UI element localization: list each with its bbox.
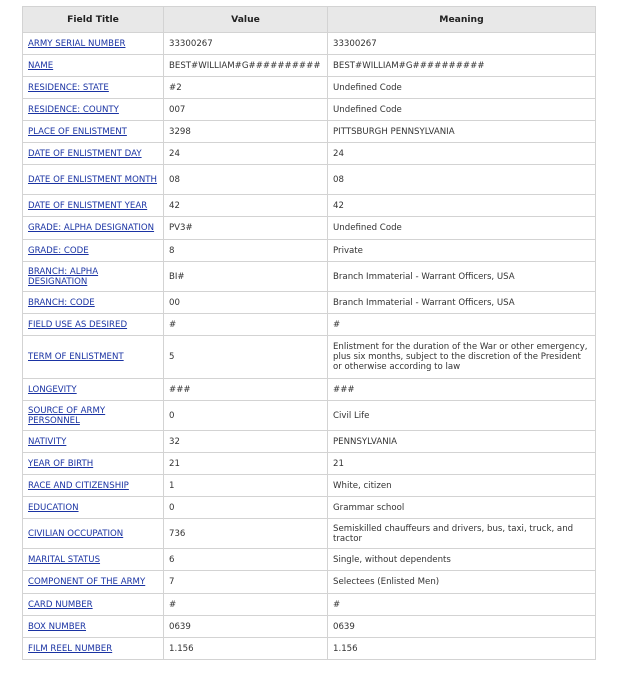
table-row xyxy=(23,519,596,549)
table-row xyxy=(23,379,596,401)
field-title-cell xyxy=(23,571,164,594)
field-title-cell xyxy=(23,401,164,431)
meaning-cell: 08 xyxy=(328,165,596,195)
field-title-link[interactable]: DATE OF ENLISTMENT MONTH xyxy=(28,174,157,185)
field-title-link[interactable]: SOURCE OF ARMY PERSONNEL xyxy=(28,405,106,426)
table-row xyxy=(23,143,596,165)
meaning-cell: ### xyxy=(328,379,596,401)
value-cell: 736 xyxy=(164,519,328,549)
field-title-link[interactable]: BRANCH: CODE xyxy=(28,297,95,308)
field-title-link[interactable]: CARD NUMBER xyxy=(28,599,93,610)
header-value: Value xyxy=(164,7,328,33)
value-cell: BEST#WILLIAM#G########## xyxy=(164,55,328,77)
value-cell: 33300267 xyxy=(164,33,328,55)
table-row xyxy=(23,571,596,594)
field-title-cell xyxy=(23,379,164,401)
meaning-cell: 42 xyxy=(328,195,596,217)
value-cell: 42 xyxy=(164,195,328,217)
meaning-cell: Branch Immaterial - Warrant Officers, USA xyxy=(328,262,596,292)
table-row xyxy=(23,240,596,262)
table-row xyxy=(23,292,596,314)
table-row xyxy=(23,336,596,379)
value-cell: ### xyxy=(164,379,328,401)
value-cell: 3298 xyxy=(164,121,328,143)
meaning-cell: Single, without dependents xyxy=(328,549,596,571)
field-title-cell xyxy=(23,594,164,616)
field-title-link[interactable]: RACE AND CITIZENSHIP xyxy=(28,480,129,491)
field-title-cell xyxy=(23,475,164,497)
field-title-cell xyxy=(23,240,164,262)
value-cell: BI# xyxy=(164,262,328,292)
field-title-link[interactable]: MARITAL STATUS xyxy=(28,554,101,565)
meaning-cell: Undefined Code xyxy=(328,99,596,121)
field-title-cell xyxy=(23,292,164,314)
field-title-link[interactable]: FIELD USE AS DESIRED xyxy=(28,319,128,330)
value-cell: 6 xyxy=(164,549,328,571)
field-title-cell xyxy=(23,497,164,519)
field-title-link[interactable]: GRADE: CODE xyxy=(28,245,89,256)
field-title-cell xyxy=(23,616,164,638)
value-cell: 7 xyxy=(164,571,328,594)
value-cell: 0 xyxy=(164,401,328,431)
meaning-cell: PENNSYLVANIA xyxy=(328,431,596,453)
table-row xyxy=(23,195,596,217)
field-title-cell xyxy=(23,55,164,77)
value-cell: 21 xyxy=(164,453,328,475)
field-title-cell xyxy=(23,431,164,453)
meaning-cell: 1.156 xyxy=(328,638,596,660)
value-cell: 32 xyxy=(164,431,328,453)
value-cell: 0 xyxy=(164,497,328,519)
table-row xyxy=(23,475,596,497)
field-title-cell xyxy=(23,638,164,660)
value-cell: 00 xyxy=(164,292,328,314)
record-table xyxy=(22,6,596,660)
meaning-cell: PITTSBURGH PENNSYLVANIA xyxy=(328,121,596,143)
table-row xyxy=(23,77,596,99)
table-row xyxy=(23,99,596,121)
field-title-link[interactable]: DATE OF ENLISTMENT DAY xyxy=(28,148,142,159)
meaning-cell: 21 xyxy=(328,453,596,475)
field-title-cell xyxy=(23,519,164,549)
table-row xyxy=(23,217,596,240)
meaning-cell: 33300267 xyxy=(328,33,596,55)
record-table-container xyxy=(22,6,595,660)
table-row xyxy=(23,616,596,638)
value-cell: 1 xyxy=(164,475,328,497)
table-row xyxy=(23,401,596,431)
field-title-link[interactable]: RESIDENCE: STATE xyxy=(28,82,109,93)
table-row xyxy=(23,549,596,571)
meaning-cell: Private xyxy=(328,240,596,262)
table-row xyxy=(23,497,596,519)
value-cell: 8 xyxy=(164,240,328,262)
table-row xyxy=(23,594,596,616)
field-title-link[interactable]: CIVILIAN OCCUPATION xyxy=(28,528,124,539)
field-title-cell xyxy=(23,336,164,379)
value-cell: 5 xyxy=(164,336,328,379)
value-cell: 24 xyxy=(164,143,328,165)
table-row xyxy=(23,55,596,77)
field-title-link[interactable]: NAME xyxy=(28,60,54,71)
value-cell: # xyxy=(164,314,328,336)
table-row xyxy=(23,453,596,475)
header-row xyxy=(23,7,596,33)
field-title-cell xyxy=(23,77,164,99)
table-row xyxy=(23,121,596,143)
field-title-cell xyxy=(23,314,164,336)
field-title-link[interactable]: BRANCH: ALPHA DESIGNATION xyxy=(28,266,99,287)
value-cell: 0639 xyxy=(164,616,328,638)
meaning-cell: Enlistment for the duration of the War or other emergency, plus six months, subject to the discretion of the President or otherwise according to law xyxy=(328,336,596,379)
meaning-cell: Semiskilled chauffeurs and drivers, bus, taxi, truck, and tractor xyxy=(328,519,596,549)
table-row xyxy=(23,33,596,55)
field-title-link[interactable]: FILM REEL NUMBER xyxy=(28,643,113,654)
field-title-link[interactable]: COMPONENT OF THE ARMY xyxy=(28,577,146,587)
table-row xyxy=(23,638,596,660)
meaning-cell: White, citizen xyxy=(328,475,596,497)
field-title-link[interactable]: DATE OF ENLISTMENT YEAR xyxy=(28,200,148,211)
value-cell: PV3# xyxy=(164,217,328,240)
field-title-link[interactable]: RESIDENCE: COUNTY xyxy=(28,104,119,115)
field-title-link[interactable]: BOX NUMBER xyxy=(28,621,87,632)
table-row xyxy=(23,314,596,336)
header-meaning: Meaning xyxy=(328,7,596,33)
meaning-cell: # xyxy=(328,314,596,336)
value-cell: #2 xyxy=(164,77,328,99)
field-title-cell xyxy=(23,217,164,240)
field-title-link[interactable]: EDUCATION xyxy=(28,502,79,513)
value-cell: 1.156 xyxy=(164,638,328,660)
field-title-cell xyxy=(23,453,164,475)
field-title-link[interactable]: GRADE: ALPHA DESIGNATION xyxy=(28,223,155,233)
field-title-cell xyxy=(23,33,164,55)
meaning-cell: 24 xyxy=(328,143,596,165)
table-row xyxy=(23,262,596,292)
value-cell: # xyxy=(164,594,328,616)
value-cell: 007 xyxy=(164,99,328,121)
meaning-cell: # xyxy=(328,594,596,616)
value-cell: 08 xyxy=(164,165,328,195)
field-title-link[interactable]: PLACE OF ENLISTMENT xyxy=(28,126,127,137)
field-title-cell xyxy=(23,262,164,292)
meaning-cell: Undefined Code xyxy=(328,77,596,99)
meaning-cell: Selectees (Enlisted Men) xyxy=(328,571,596,594)
table-row xyxy=(23,431,596,453)
field-title-link[interactable]: YEAR OF BIRTH xyxy=(28,458,94,469)
field-title-cell xyxy=(23,549,164,571)
table-row xyxy=(23,165,596,195)
header-field-title: Field Title xyxy=(23,7,164,33)
meaning-cell: Branch Immaterial - Warrant Officers, USA xyxy=(328,292,596,314)
meaning-cell: Civil Life xyxy=(328,401,596,431)
field-title-link[interactable]: LONGEVITY xyxy=(28,384,77,395)
meaning-cell: 0639 xyxy=(328,616,596,638)
field-title-link[interactable]: ARMY SERIAL NUMBER xyxy=(28,38,126,49)
meaning-cell: Undefined Code xyxy=(328,217,596,240)
field-title-link[interactable]: NATIVITY xyxy=(28,436,67,447)
field-title-cell xyxy=(23,121,164,143)
field-title-cell xyxy=(23,165,164,195)
meaning-cell: Grammar school xyxy=(328,497,596,519)
field-title-cell xyxy=(23,143,164,165)
meaning-cell: BEST#WILLIAM#G########## xyxy=(328,55,596,77)
field-title-link[interactable]: TERM OF ENLISTMENT xyxy=(28,352,124,362)
field-title-cell xyxy=(23,99,164,121)
field-title-cell xyxy=(23,195,164,217)
